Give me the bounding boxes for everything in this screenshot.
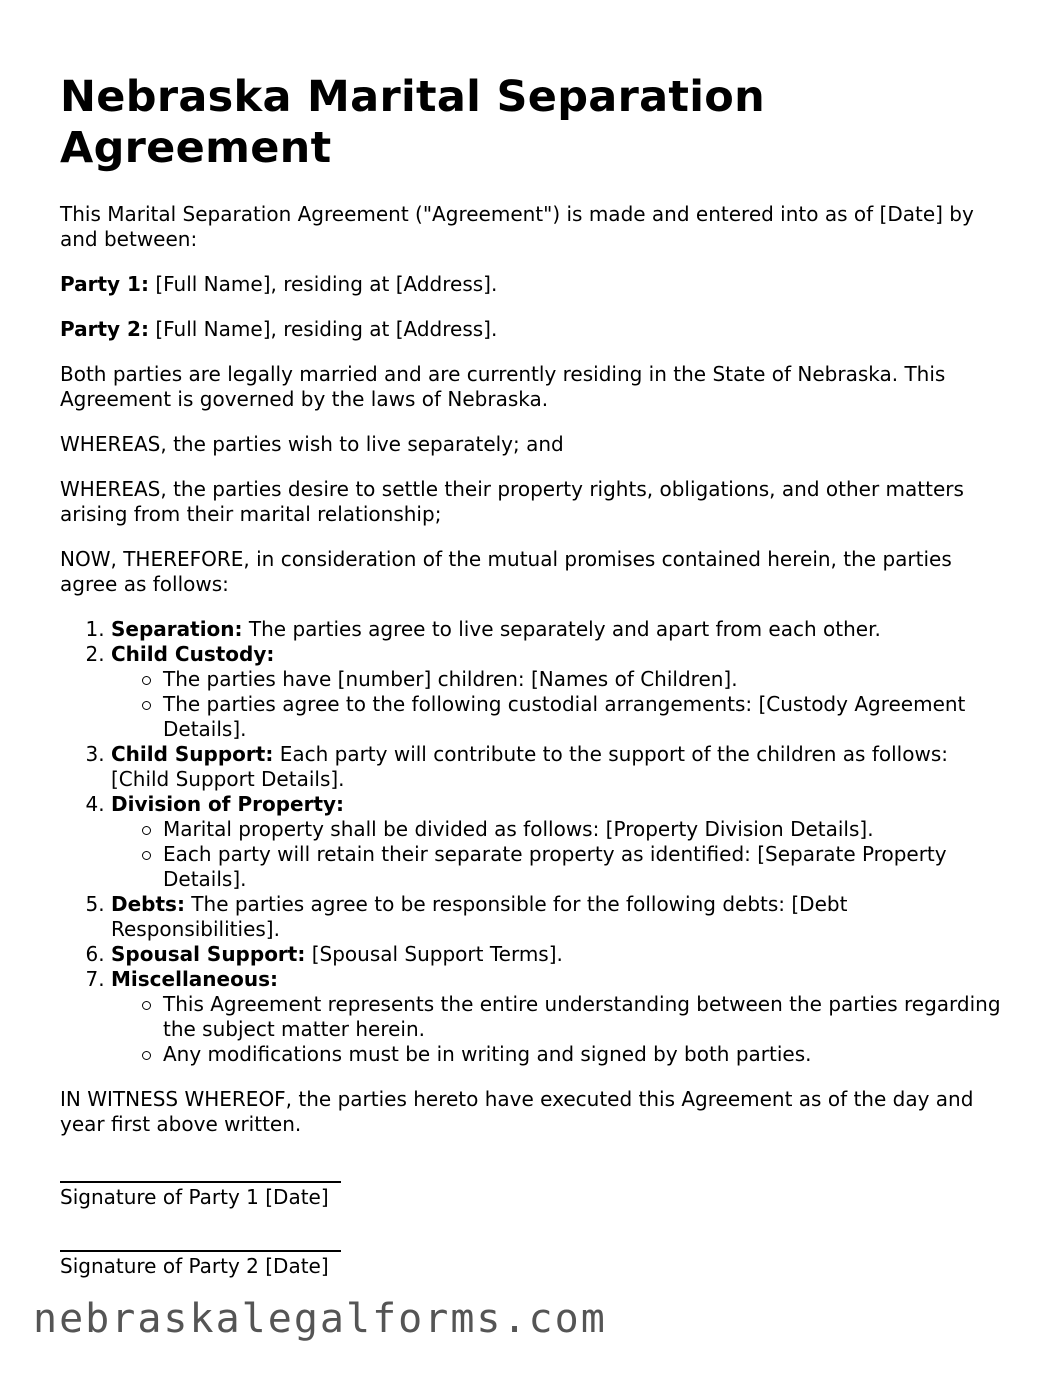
- intro-paragraph: This Marital Separation Agreement ("Agreement") is made and entered into as of [Date] by and between:: [60, 202, 974, 251]
- sub-item: Each party will retain their separate property as identified: [Separate Property Details].: [163, 842, 1010, 892]
- party-1-label: Party 1:: [60, 272, 149, 296]
- term-label: Miscellaneous:: [111, 967, 278, 991]
- sub-item: The parties agree to the following custodial arrangements: [Custody Agreement Details].: [163, 692, 1010, 742]
- sub-item: Any modifications must be in writing and signed by both parties.: [163, 1042, 1010, 1067]
- governing-law-paragraph: Both parties are legally married and are currently residing in the State of Nebraska. This Agreement is governed by the laws of Nebraska.: [60, 362, 946, 411]
- term-text: The parties agree to live separately and apart from each other.: [242, 617, 881, 641]
- term-division-of-property: [111, 792, 1010, 892]
- terms-list: [60, 617, 1010, 1067]
- party-1-line: [60, 272, 1010, 297]
- term-debts: [111, 892, 1010, 942]
- signature-caption: Signature of Party 2 [Date]: [60, 1254, 329, 1278]
- witness-paragraph: IN WITNESS WHEREOF, the parties hereto have executed this Agreement as of the day and year first above written.: [60, 1087, 974, 1136]
- term-spousal-support: [111, 942, 1010, 967]
- term-label: Child Custody:: [111, 642, 275, 666]
- sub-item: Marital property shall be divided as follows: [Property Division Details].: [163, 817, 1010, 842]
- term-label: Child Support:: [111, 742, 274, 766]
- whereas-1-paragraph: WHEREAS, the parties wish to live separately; and: [60, 432, 564, 456]
- term-child-support: [111, 742, 1010, 792]
- term-label: Separation:: [111, 617, 243, 641]
- document-page: [60, 72, 1010, 1299]
- sub-list: [111, 667, 1010, 742]
- term-label: Debts:: [111, 892, 185, 916]
- sub-item: The parties have [number] children: [Names of Children].: [163, 667, 1010, 692]
- signature-caption: Signature of Party 1 [Date]: [60, 1185, 329, 1209]
- term-text: [Spousal Support Terms].: [305, 942, 563, 966]
- term-separation: [111, 617, 1010, 642]
- term-miscellaneous: [111, 967, 1010, 1067]
- signature-party-2: [60, 1230, 1010, 1279]
- term-text: Each party will contribute to the support of the children as follows: [Child Support Details].: [111, 742, 948, 791]
- term-label: Division of Property:: [111, 792, 345, 816]
- party-2-text: [Full Name], residing at [Address].: [148, 317, 498, 341]
- therefore-paragraph: NOW, THEREFORE, in consideration of the mutual promises contained herein, the parties agree as follows:: [60, 547, 952, 596]
- party-2-line: [60, 317, 1010, 342]
- term-text: The parties agree to be responsible for the following debts: [Debt Responsibilities].: [111, 892, 848, 941]
- document-title: Nebraska Marital Separation Agreement: [60, 72, 766, 173]
- term-label: Spousal Support:: [111, 942, 306, 966]
- sub-list: [111, 992, 1010, 1067]
- sub-item: This Agreement represents the entire understanding between the parties regarding the subject matter herein.: [163, 992, 1010, 1042]
- signature-line: [60, 1161, 341, 1183]
- sub-list: [111, 817, 1010, 892]
- signature-party-1: [60, 1161, 1010, 1210]
- whereas-2-paragraph: WHEREAS, the parties desire to settle their property rights, obligations, and other matters arising from their marital relationship;: [60, 477, 964, 526]
- signature-line: [60, 1230, 341, 1252]
- party-1-text: [Full Name], residing at [Address].: [148, 272, 498, 296]
- term-child-custody: [111, 642, 1010, 742]
- party-2-label: Party 2:: [60, 317, 149, 341]
- watermark: nebraskalegalforms.com: [33, 1296, 607, 1342]
- signature-block: [60, 1161, 1010, 1279]
